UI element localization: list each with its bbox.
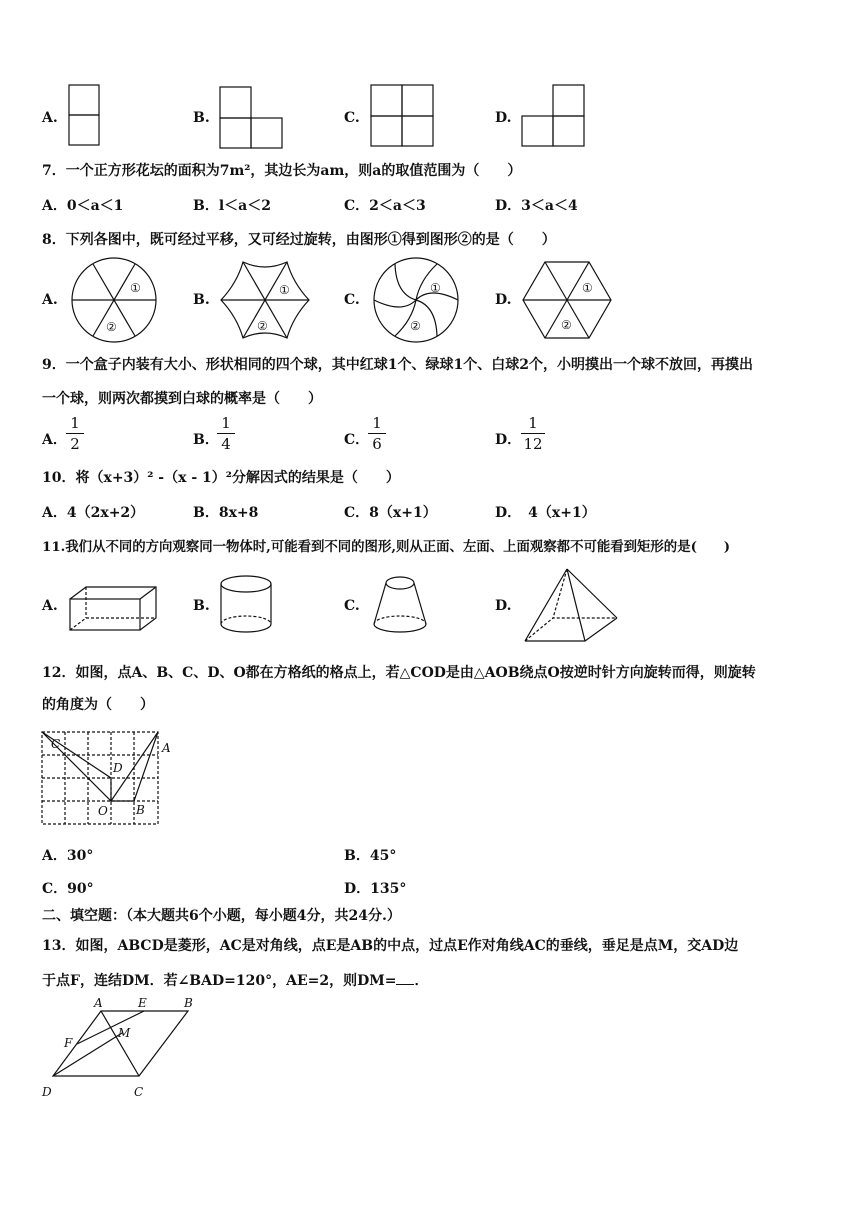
q13-stem-text: 于点F，连结DM．若∠BAD=120°，AE=2，则DM= bbox=[42, 973, 397, 989]
q9-d-numerator: 1 bbox=[528, 414, 538, 432]
q8-d-label-2: ② bbox=[561, 318, 572, 332]
q13-stem-line1: 13．如图，ABCD是菱形，AC是对角线，点E是AB的中点，过点E作对角线AC的垂线，垂足是点M，交AD边 bbox=[42, 938, 739, 954]
q8-option-c-figure bbox=[370, 256, 462, 344]
q9-b-numerator: 1 bbox=[221, 414, 231, 432]
q9-option-a-label: A． bbox=[42, 432, 67, 448]
q11-option-c-label: C. bbox=[344, 598, 360, 614]
q6-option-c-figure bbox=[370, 84, 436, 148]
q10-option-b: B．8x+8 bbox=[193, 505, 259, 521]
q9-option-b-fraction bbox=[217, 414, 235, 453]
q8-option-b-figure bbox=[219, 258, 311, 342]
q10-option-a: A．4（2x+2） bbox=[42, 505, 145, 521]
q8-a-label-1: ① bbox=[130, 281, 141, 295]
q12-option-b: B．45° bbox=[344, 848, 397, 864]
q6-option-a-label: A. bbox=[42, 110, 58, 126]
q9-a-denominator: 2 bbox=[70, 435, 80, 453]
q8-b-label-2: ② bbox=[257, 319, 268, 333]
q9-option-d-label: D． bbox=[495, 432, 522, 448]
q6-option-a-figure bbox=[68, 84, 102, 148]
q13-label-b: B bbox=[184, 996, 193, 1010]
section-2-title: 二、填空题：（本大题共6个小题，每小题4分，共24分.） bbox=[42, 908, 401, 924]
q11-option-d-figure bbox=[521, 566, 621, 644]
q8-c-label-1: ① bbox=[430, 281, 441, 295]
q11-option-b-label: B. bbox=[193, 598, 210, 614]
q8-d-label-1: ① bbox=[582, 281, 593, 295]
q8-stem: 8．下列各图中，既可经过平移，又可经过旋转，由图形①得到图形②的是（ ） bbox=[42, 232, 556, 248]
q11-option-a-figure bbox=[68, 585, 160, 633]
q13-stem-end: ． bbox=[414, 973, 429, 989]
q6-option-b-label: B. bbox=[193, 110, 210, 126]
q10-option-c: C．8（x+1） bbox=[344, 505, 437, 521]
q7-option-b: B．l＜a＜2 bbox=[193, 198, 271, 214]
q10-option-d: D． 4（x+1） bbox=[495, 505, 596, 521]
q11-option-c-figure bbox=[371, 574, 431, 636]
q6-option-d-label: D. bbox=[495, 110, 512, 126]
q9-option-c-label: C． bbox=[344, 432, 370, 448]
q12-option-d: D．135° bbox=[344, 881, 407, 897]
q8-option-a-figure bbox=[68, 257, 160, 343]
q12-option-a: A．30° bbox=[42, 848, 94, 864]
q6-option-b-figure bbox=[219, 86, 285, 150]
q13-label-m: M bbox=[118, 1026, 131, 1040]
q13-figure bbox=[38, 996, 208, 1100]
q9-option-d-fraction bbox=[521, 414, 545, 453]
q9-option-c-fraction bbox=[368, 414, 386, 453]
q6-option-c-label: C. bbox=[344, 110, 360, 126]
q9-c-numerator: 1 bbox=[372, 414, 382, 432]
q12-stem-line2: 的角度为（ ） bbox=[42, 697, 154, 713]
q9-d-denominator: 12 bbox=[523, 435, 543, 453]
q11-stem: 11.我们从不同的方向观察同一物体时,可能看到不同的图形,则从正面、左面、上面观察都不可能看到矩形的是( ) bbox=[42, 539, 731, 555]
q8-option-d-figure bbox=[521, 258, 613, 342]
q9-option-a-fraction bbox=[66, 414, 84, 453]
q8-c-label-2: ② bbox=[410, 319, 421, 333]
q12-stem-line1: 12．如图，点A、B、C、D、O都在方格纸的格点上，若△COD是由△AOB绕点O按逆时针方向旋转而得，则旋转 bbox=[42, 665, 756, 681]
q9-stem-line1: 9．一个盒子内装有大小、形状相同的四个球，其中红球1个、绿球1个、白球2个，小明摸出一个球不放回，再摸出 bbox=[42, 357, 753, 373]
q12-label-d: D bbox=[113, 761, 123, 775]
q11-option-b-figure bbox=[219, 574, 275, 636]
q13-answer-blank[interactable] bbox=[396, 970, 414, 985]
q12-label-o: O bbox=[98, 804, 108, 818]
q9-a-numerator: 1 bbox=[70, 414, 80, 432]
q7-stem: 7．一个正方形花坛的面积为7m²，其边长为am，则a的取值范围为（ ） bbox=[42, 163, 522, 179]
q12-label-b: B bbox=[136, 803, 145, 817]
q8-option-a-label: A. bbox=[42, 292, 58, 308]
q13-label-d: D bbox=[42, 1085, 52, 1099]
q13-label-e: E bbox=[138, 996, 147, 1010]
q10-stem: 10．将（x+3）² -（x - 1）²分解因式的结果是（ ） bbox=[42, 470, 400, 486]
q8-option-d-label: D. bbox=[495, 292, 512, 308]
q12-figure bbox=[40, 730, 180, 826]
q12-label-a: A bbox=[162, 741, 171, 755]
q13-label-f: F bbox=[64, 1036, 73, 1050]
q8-option-c-label: C. bbox=[344, 292, 360, 308]
q8-option-b-label: B. bbox=[193, 292, 210, 308]
q11-option-a-label: A. bbox=[42, 598, 58, 614]
q7-option-a: A．0＜a＜1 bbox=[42, 198, 124, 214]
q9-b-denominator: 4 bbox=[221, 435, 231, 453]
q12-label-c: C bbox=[51, 737, 61, 751]
q9-option-b-label: B． bbox=[193, 432, 219, 448]
q6-option-d-figure bbox=[521, 84, 587, 148]
q9-c-denominator: 6 bbox=[372, 435, 382, 453]
q12-option-c: C．90° bbox=[42, 881, 94, 897]
q8-a-label-2: ② bbox=[106, 320, 117, 334]
q9-stem-line2: 一个球，则两次都摸到白球的概率是（ ） bbox=[42, 391, 322, 407]
q11-option-d-label: D. bbox=[495, 598, 512, 614]
q13-label-c: C bbox=[134, 1085, 144, 1099]
q7-option-c: C．2＜a＜3 bbox=[344, 198, 426, 214]
q7-option-d: D．3＜a＜4 bbox=[495, 198, 578, 214]
q13-label-a: A bbox=[94, 996, 103, 1010]
q13-stem-line2 bbox=[42, 970, 428, 990]
q8-b-label-1: ① bbox=[279, 283, 290, 297]
